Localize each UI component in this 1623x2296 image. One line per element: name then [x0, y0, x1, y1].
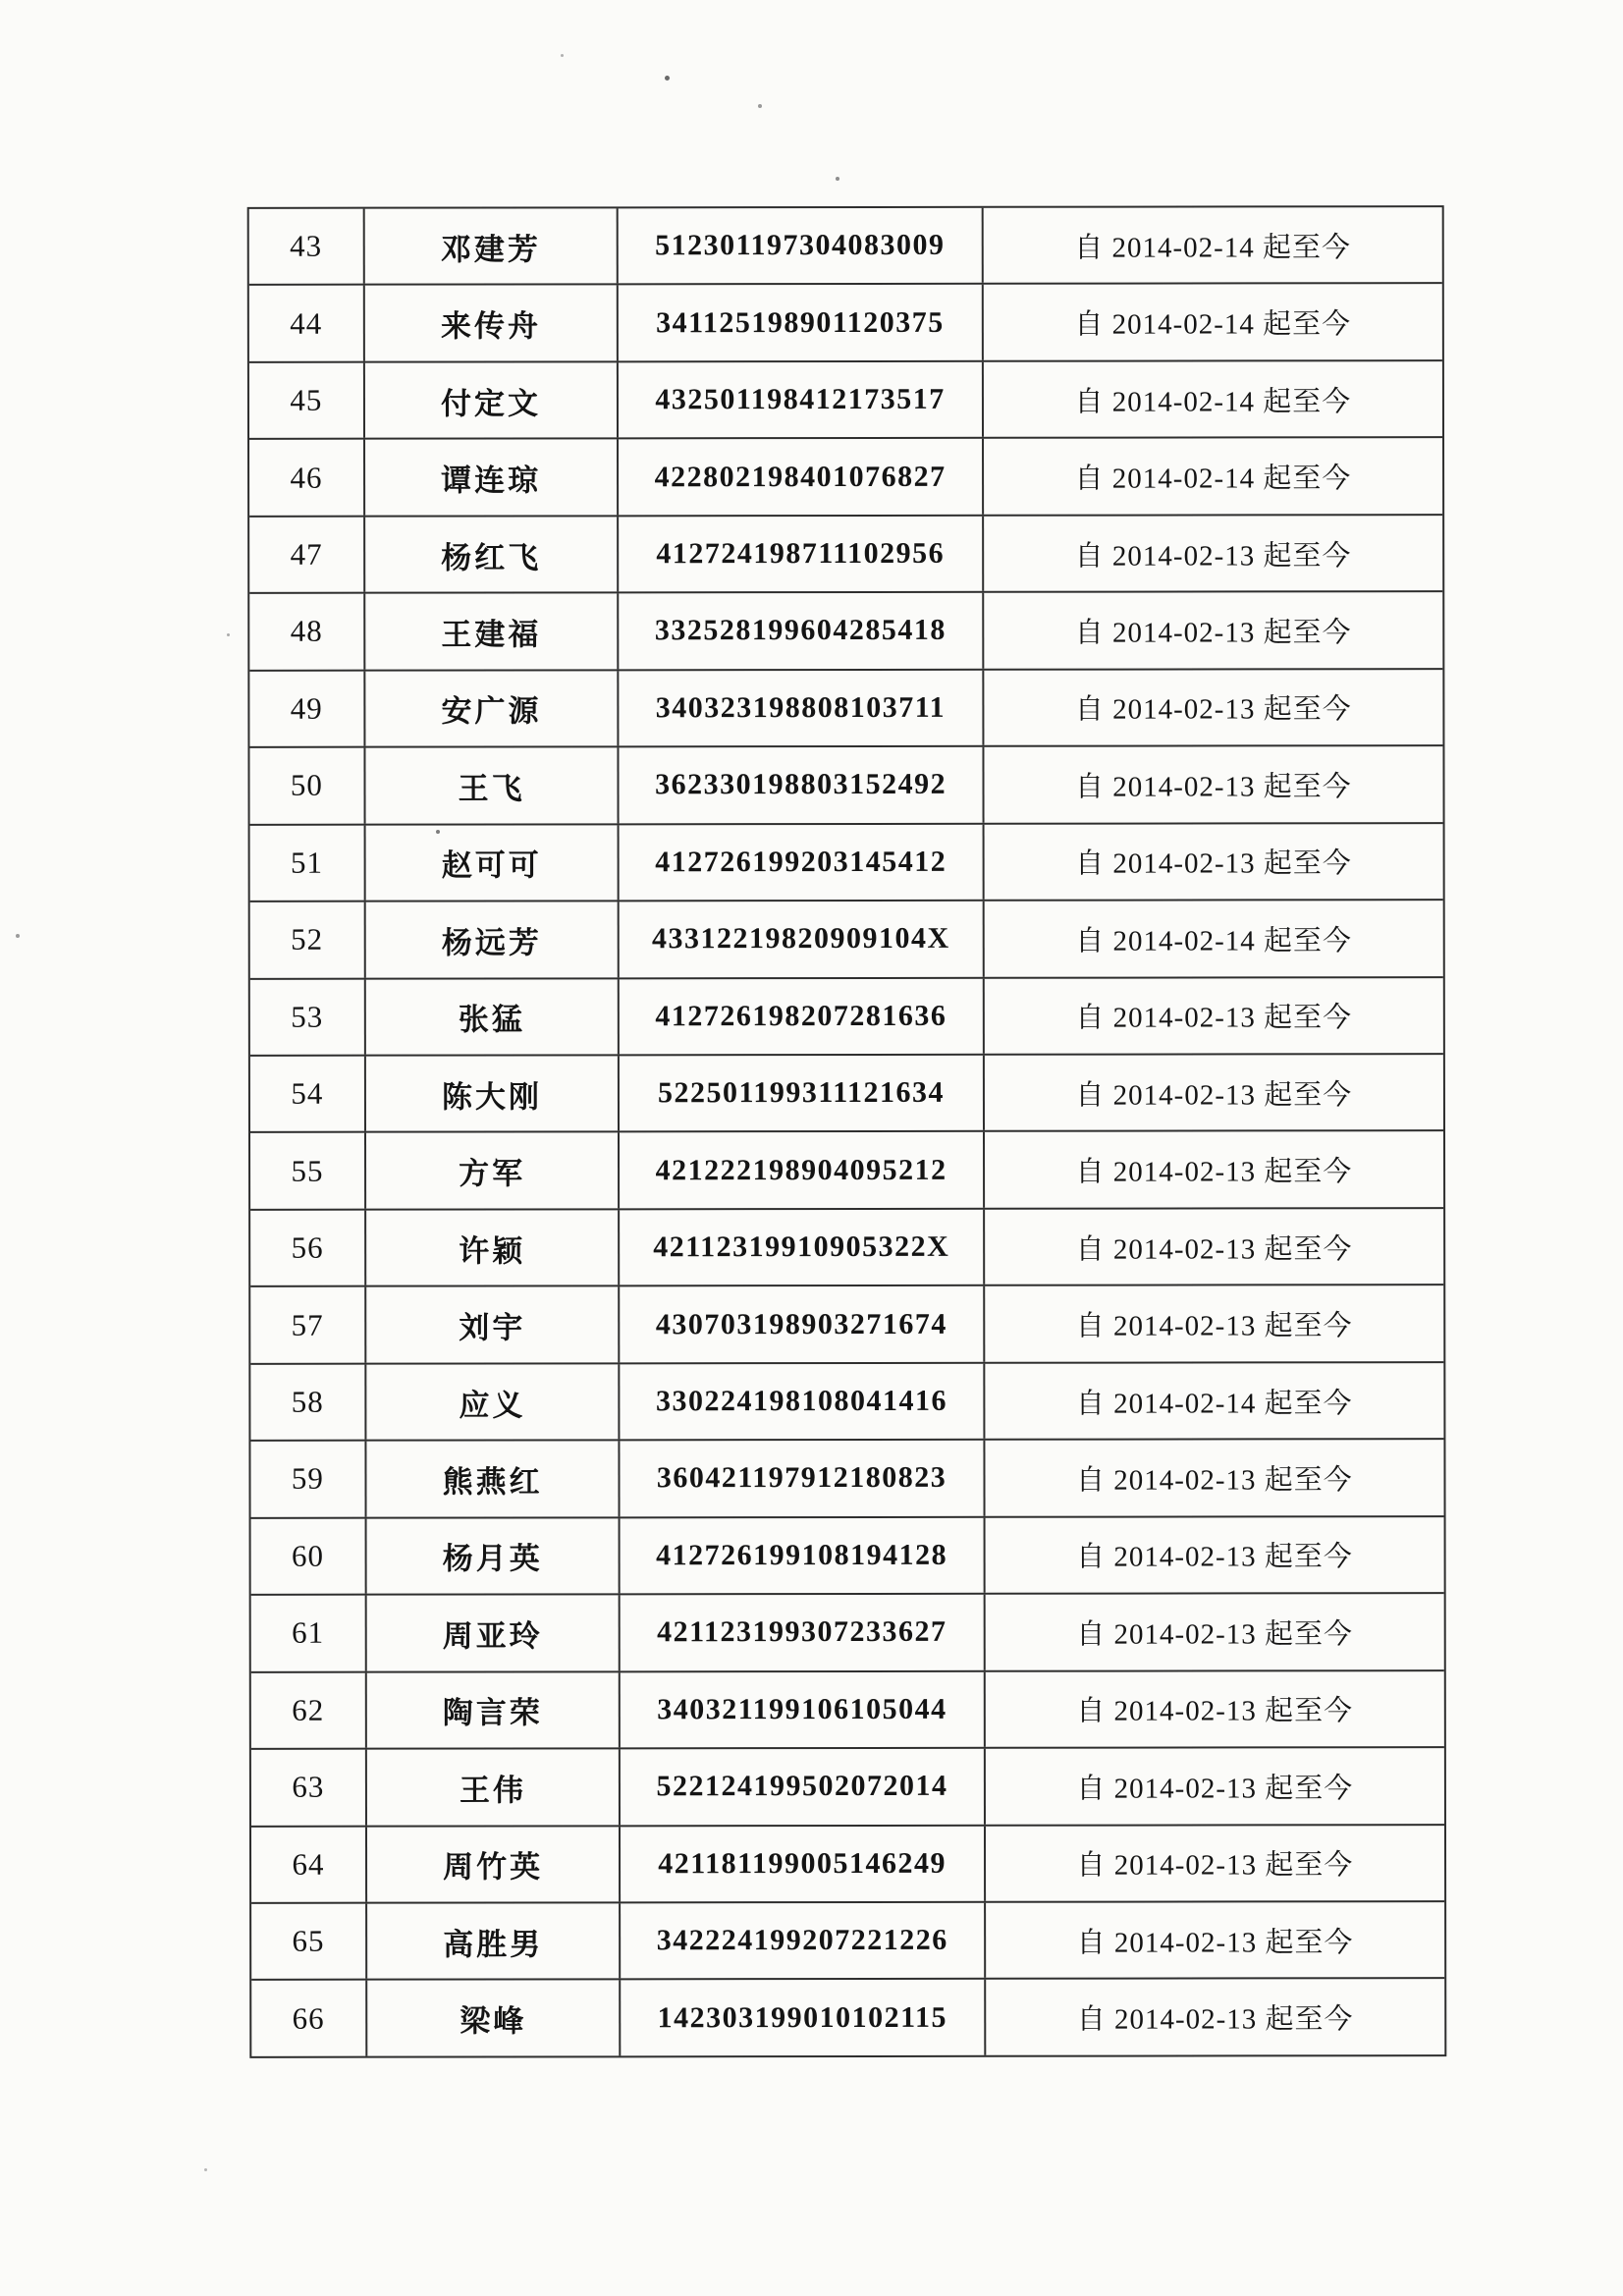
row-number-cell: 47 [249, 517, 365, 592]
scan-noise-speck [204, 2168, 207, 2171]
validity-period-cell: 自 2014-02-13 起至今 [1074, 693, 1352, 727]
id-number-cell: 360421197912180823 [621, 1441, 985, 1516]
id-number-cell: 332528199604285418 [620, 593, 984, 669]
row-number-cell: 64 [251, 1827, 367, 1902]
id-number-cell: 421123199307233627 [621, 1595, 985, 1670]
person-name-cell: 杨红飞 [365, 517, 620, 592]
id-number-cell: 522501199311121634 [620, 1056, 984, 1131]
row-number-cell: 56 [250, 1211, 366, 1286]
validity-period-cell: 自 2014-02-14 起至今 [1074, 232, 1352, 264]
table-row [251, 1980, 1444, 2056]
person-name-cell: 高胜男 [367, 1903, 622, 1979]
validity-period-cell: 自 2014-02-13 起至今 [1076, 1618, 1354, 1651]
id-number-cell: 512301197304083009 [619, 208, 983, 284]
person-name-cell: 许颖 [366, 1210, 621, 1285]
validity-period-cell: 自 2014-02-13 起至今 [1076, 1695, 1354, 1728]
table-row [251, 1902, 1444, 1981]
table-row [251, 1517, 1444, 1596]
table-row [249, 670, 1442, 748]
validity-period-cell: 自 2014-02-13 起至今 [1076, 1773, 1354, 1805]
id-number-cell: 412726199203145412 [620, 824, 984, 900]
person-name-cell: 王建福 [365, 594, 620, 670]
table-row [249, 746, 1442, 825]
row-number-cell: 49 [249, 671, 365, 746]
validity-period-cell: 自 2014-02-13 起至今 [1075, 1310, 1353, 1342]
scan-noise-speck [836, 177, 839, 181]
scan-noise-speck [758, 104, 762, 108]
validity-period-cell: 自 2014-02-14 起至今 [1075, 925, 1353, 957]
id-number-cell: 340321199106105044 [621, 1671, 985, 1747]
row-number-cell: 45 [249, 363, 365, 439]
table-row [250, 1363, 1443, 1442]
row-number-cell: 61 [251, 1596, 367, 1671]
validity-period-cell: 自 2014-02-13 起至今 [1075, 1232, 1353, 1266]
person-name-cell: 熊燕红 [366, 1442, 621, 1517]
validity-period-cell: 自 2014-02-13 起至今 [1074, 539, 1352, 573]
person-name-cell: 杨远芳 [365, 902, 620, 977]
validity-period-cell: 自 2014-02-13 起至今 [1076, 1926, 1354, 1959]
id-number-cell: 522124199502072014 [621, 1749, 985, 1825]
id-number-cell: 412726199108194128 [621, 1518, 985, 1594]
row-number-cell: 46 [249, 440, 365, 516]
person-name-cell: 梁峰 [367, 1981, 622, 2056]
validity-period-cell: 自 2014-02-13 起至今 [1075, 847, 1352, 881]
table-row [251, 1748, 1444, 1827]
table-row [249, 285, 1442, 363]
row-number-cell: 48 [249, 594, 365, 670]
person-name-cell: 陶言荣 [367, 1672, 622, 1748]
id-number-cell: 432501198412173517 [619, 362, 983, 438]
id-number-cell: 42112319910905322X [620, 1210, 984, 1285]
id-number-cell: 421181199005146249 [621, 1826, 985, 1901]
validity-period-cell: 自 2014-02-13 起至今 [1074, 771, 1352, 803]
validity-period-cell: 自 2014-02-14 起至今 [1074, 463, 1352, 495]
table-row [249, 361, 1442, 440]
row-number-cell: 43 [249, 209, 365, 285]
person-name-cell: 方军 [366, 1133, 621, 1209]
scan-noise-speck [16, 934, 20, 938]
table-row [249, 592, 1442, 671]
row-number-cell: 52 [250, 902, 366, 978]
person-name-cell: 赵可可 [365, 825, 620, 901]
id-number-cell: 412726198207281636 [620, 978, 984, 1054]
person-name-cell: 谭连琼 [365, 440, 620, 516]
row-number-cell: 59 [250, 1442, 366, 1517]
table-row [250, 1440, 1443, 1518]
person-name-cell: 张猛 [366, 979, 621, 1055]
person-name-cell: 周竹英 [367, 1827, 622, 1902]
row-number-cell: 60 [251, 1518, 367, 1594]
validity-period-cell: 自 2014-02-13 起至今 [1076, 1849, 1354, 1882]
id-number-cell: 430703198903271674 [621, 1286, 985, 1362]
table-row [250, 824, 1443, 902]
table-row [250, 1285, 1443, 1364]
row-number-cell: 66 [251, 1981, 367, 2056]
table-row [250, 1132, 1443, 1211]
person-name-cell: 王飞 [365, 747, 620, 823]
id-number-cell: 43312219820909104X [620, 902, 984, 977]
validity-period-cell: 自 2014-02-13 起至今 [1075, 1002, 1353, 1034]
row-number-cell: 51 [250, 825, 366, 901]
person-name-cell: 来传舟 [365, 286, 620, 361]
id-number-cell: 142303199010102115 [622, 1980, 986, 2055]
validity-period-cell: 自 2014-02-13 起至今 [1075, 1078, 1353, 1112]
table-row [249, 516, 1442, 594]
row-number-cell: 62 [251, 1672, 367, 1748]
table-row [251, 1594, 1444, 1672]
table-row [249, 439, 1442, 518]
id-number-cell: 330224198108041416 [621, 1364, 985, 1440]
row-number-cell: 44 [249, 286, 365, 361]
validity-period-cell: 自 2014-02-14 起至今 [1074, 308, 1352, 341]
id-number-cell: 342224199207221226 [621, 1903, 985, 1979]
row-number-cell: 53 [250, 979, 366, 1055]
table-row [250, 901, 1443, 979]
person-name-cell: 陈大刚 [366, 1056, 621, 1131]
id-number-cell: 422802198401076827 [619, 439, 983, 515]
person-name-cell: 王伟 [367, 1749, 622, 1825]
validity-period-cell: 自 2014-02-13 起至今 [1075, 1156, 1353, 1188]
person-name-cell: 邓建芳 [364, 208, 619, 284]
id-number-cell: 412724198711102956 [620, 517, 984, 592]
row-number-cell: 50 [249, 748, 365, 824]
scan-noise-speck [227, 633, 230, 636]
row-number-cell: 65 [251, 1904, 367, 1980]
table-row [251, 1826, 1444, 1904]
table-row [250, 1209, 1443, 1287]
person-name-cell: 付定文 [365, 362, 620, 438]
table-row [251, 1671, 1444, 1750]
row-number-cell: 63 [251, 1750, 367, 1826]
scan-noise-speck [665, 76, 670, 81]
id-number-cell: 421222198904095212 [620, 1132, 984, 1208]
row-number-cell: 57 [250, 1287, 366, 1363]
person-name-cell: 周亚玲 [366, 1595, 621, 1670]
row-number-cell: 55 [250, 1133, 366, 1209]
validity-period-cell: 自 2014-02-13 起至今 [1075, 1464, 1353, 1497]
validity-period-cell: 自 2014-02-13 起至今 [1074, 617, 1352, 649]
person-name-cell: 应义 [366, 1364, 621, 1440]
table-row [250, 978, 1443, 1057]
id-number-cell: 341125198901120375 [619, 285, 983, 360]
id-number-cell: 340323198808103711 [620, 671, 984, 746]
person-name-cell: 杨月英 [366, 1518, 621, 1594]
row-number-cell: 54 [250, 1057, 366, 1132]
id-number-cell: 362330198803152492 [620, 747, 984, 823]
table-row [249, 207, 1442, 286]
person-name-cell: 安广源 [365, 671, 620, 746]
table-row [250, 1055, 1443, 1133]
validity-period-cell: 自 2014-02-13 起至今 [1076, 2003, 1354, 2036]
validity-period-cell: 自 2014-02-13 起至今 [1076, 1541, 1353, 1574]
validity-period-cell: 自 2014-02-14 起至今 [1074, 385, 1352, 418]
validity-period-cell: 自 2014-02-14 起至今 [1075, 1387, 1353, 1420]
roster-table [247, 205, 1447, 2058]
scan-noise-speck [561, 54, 564, 57]
person-name-cell: 刘宇 [366, 1287, 621, 1363]
row-number-cell: 58 [250, 1364, 366, 1440]
